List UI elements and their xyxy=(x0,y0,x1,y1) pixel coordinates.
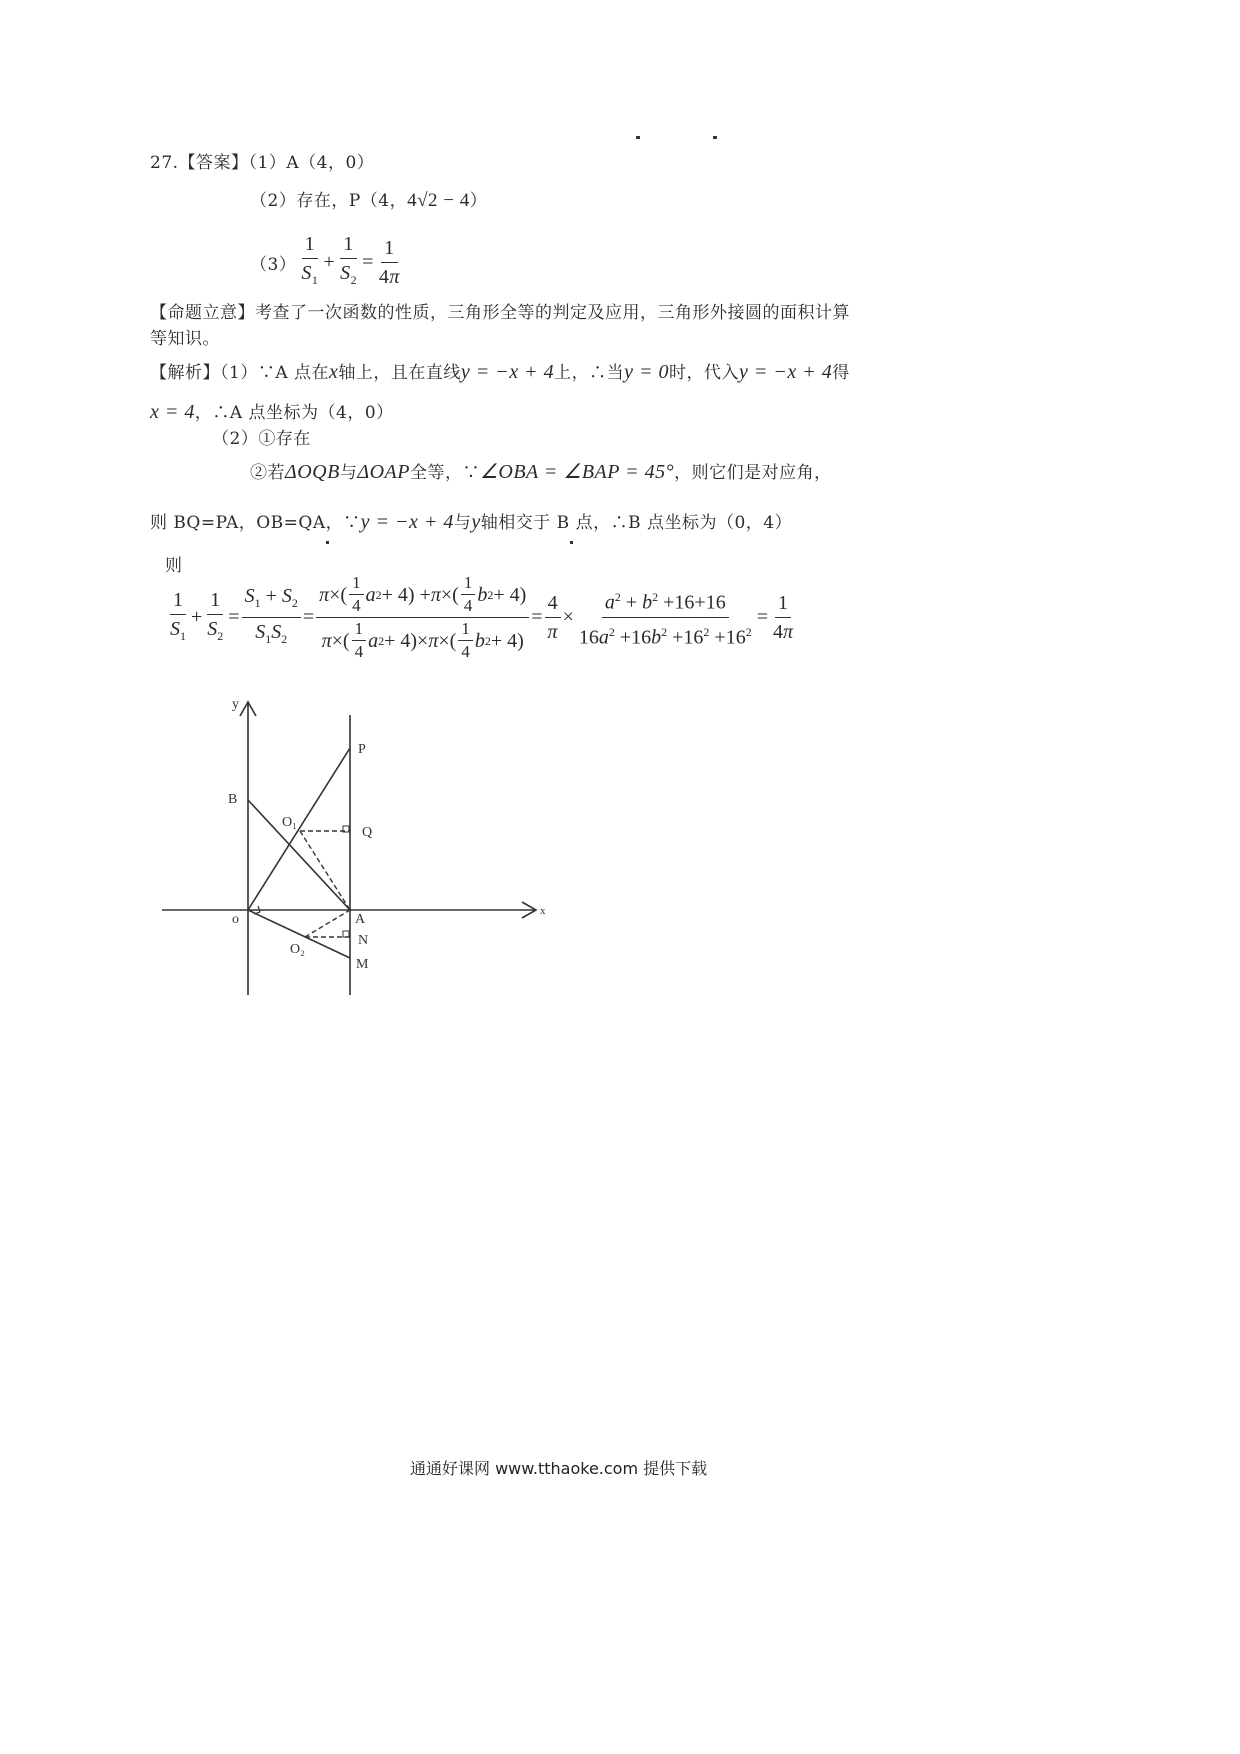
frac-4-over-pi: $\frac{4}{\pi}$ xyxy=(545,591,561,644)
footer-source: 通通好课网 www.tthaoke.com 提供下载 xyxy=(410,1459,708,1478)
frac-area-expansion: π ×( $\frac{1}{4}$ a 2 + 4) + π ×( $\frac{1}{4}$ b 2 + 4) π ×( $\frac{1}{4}$ a 2 + 4)× π ×( $\frac{1}{4}$ b 2 + 4) xyxy=(316,574,529,661)
analysis-text: 上，∴当 xyxy=(554,363,625,383)
frac-simplified: $\frac{a^2 + b^2 +16+16}{16a^2 +16b^2 +16^2 +16^2}$ xyxy=(576,585,755,649)
analysis-text: 轴上，且在直线 xyxy=(338,363,461,383)
intent-tag: 【命题立意】 xyxy=(150,303,255,323)
analysis-tag: 【解析】 xyxy=(150,363,220,383)
label-x: x xyxy=(540,905,546,917)
analysis-text: 得 xyxy=(832,363,850,383)
label-n: N xyxy=(358,933,369,948)
answer-part-2-suffix: ） xyxy=(469,191,488,211)
stray-mark xyxy=(713,136,717,139)
intent-line-1 xyxy=(150,298,850,323)
math-angle-equality: ∠OBA = ∠BAP = 45° xyxy=(479,461,675,483)
geometry-diagram xyxy=(150,690,570,1010)
analysis-text: 与 xyxy=(339,463,358,483)
answer-part-3-label: （3） xyxy=(250,254,297,275)
analysis-line-5 xyxy=(150,508,792,534)
math-line-equation: y = −x + 4 xyxy=(360,511,454,533)
math-line-equation: y = −x + 4 xyxy=(460,361,555,383)
math-x: x xyxy=(329,361,339,383)
answer-line-1 xyxy=(150,148,374,173)
math-y-zero: y = 0 xyxy=(624,361,670,383)
analysis-line-6: 则 xyxy=(165,556,183,576)
answer-tag: 【答案】 xyxy=(178,153,249,173)
label-o2: O₂ xyxy=(290,942,305,957)
analysis-text: （1）∵A 点在 xyxy=(220,363,329,383)
answer-part-2-prefix: （2）存在，P（4， xyxy=(250,191,408,211)
label-y: y xyxy=(232,697,239,712)
analysis-text: 则 BQ=PA，OB=QA，∵ xyxy=(150,513,361,533)
analysis-line-3: （2）①存在 xyxy=(212,429,311,449)
stray-mark xyxy=(326,541,329,544)
question-number: 27. xyxy=(150,153,179,173)
stray-mark xyxy=(636,136,640,139)
answer-part-1: （1）A（4，0） xyxy=(248,153,375,173)
label-o1: O₁ xyxy=(282,815,297,830)
analysis-text: 与 xyxy=(453,513,472,533)
formula-1-over-s2: $\frac{1}{S_2}$ xyxy=(340,233,358,287)
formula-1-over-4pi: $\frac{1}{4\pi}$ xyxy=(378,236,400,288)
analysis-text: 时，代入 xyxy=(669,363,740,383)
answer-line-2 xyxy=(250,186,487,212)
label-q: Q xyxy=(362,825,373,840)
label-a: A xyxy=(355,912,366,927)
line-ba xyxy=(248,800,350,910)
analysis-text: 全等，∵ xyxy=(409,463,480,483)
math-triangle-oqb: ΔOQB xyxy=(285,461,340,483)
math-triangle-oap: ΔOAP xyxy=(357,461,410,483)
dashed-o1-a xyxy=(300,831,350,910)
derivation-formula: $\frac{1}{S_1}$ + $\frac{1}{S_2}$ = $\frac{S_1 + S_2}{S_1S_2}$ = π ×( $\frac{1}{4}$ a 2 + 4) + π ×( $\frac{1}{4}$ b 2 + 4) π ×( $\frac{1}{4}$ a 2 + 4)× π ×( $\frac{1}{4}$ b 2 + 4) = $\frac{4}{\pi}$ × $\frac{a^2 + b^2 +16+16}{16a^2 +16b^2 +16^2 +16^2}$ = $\frac{1}{4\pi}$ xyxy=(165,574,798,661)
frac-result: $\frac{1}{4\pi}$ xyxy=(772,592,794,643)
label-o: o xyxy=(232,912,239,927)
label-b: B xyxy=(228,792,238,807)
analysis-text: ②若 xyxy=(250,463,285,483)
label-p: P xyxy=(358,742,366,757)
analysis-text: 轴相交于 B 点，∴B 点坐标为（0，4） xyxy=(480,513,793,533)
analysis-text: ，则它们是对应角， xyxy=(674,463,832,483)
math-x-equals-4: x = 4 xyxy=(150,401,195,423)
analysis-line-4 xyxy=(250,458,832,484)
analysis-text: ，∴A 点坐标为（4，0） xyxy=(194,403,394,423)
formula-1-over-s1: $\frac{1}{S_1}$ xyxy=(301,233,319,287)
answer-line-3: （3） $\frac{1}{S_1}$ + $\frac{1}{S_2}$ = $\frac{1}{4\pi}$ xyxy=(250,232,405,292)
frac-1-s2: $\frac{1}{S_2}$ xyxy=(207,588,224,643)
label-m: M xyxy=(356,957,369,972)
frac-1-s1: $\frac{1}{S_1}$ xyxy=(170,588,186,643)
analysis-line-2 xyxy=(150,398,394,424)
intent-line-2: 等知识。 xyxy=(150,329,220,349)
math-y: y xyxy=(471,511,481,533)
math-line-equation: y = −x + 4 xyxy=(739,361,833,383)
frac-sum-over-product: $\frac{S_1 + S_2}{S_1S_2}$ xyxy=(242,584,301,651)
right-angle-mark-n xyxy=(343,931,349,937)
analysis-line-1 xyxy=(150,358,850,384)
answer-part-2-value: 4√2 − 4 xyxy=(407,190,470,211)
stray-mark xyxy=(570,541,573,544)
intent-text-1: 考查了一次函数的性质，三角形全等的判定及应用，三角形外接圆的面积计算 xyxy=(255,303,850,323)
